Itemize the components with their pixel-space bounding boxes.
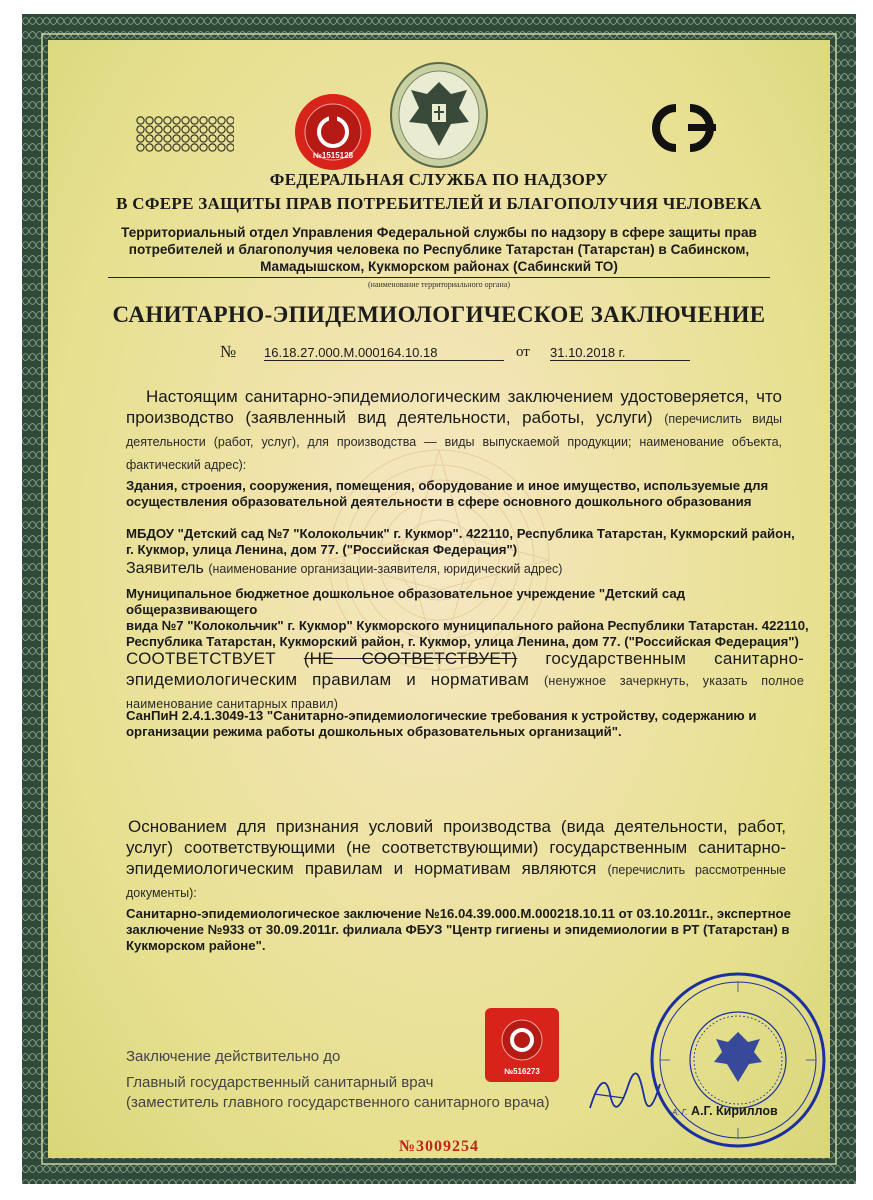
hologram-top-number: №1515128 <box>312 151 354 160</box>
office-line: потребителей и благополучия человека по Республике Татарстан (Татарстан) в Сабинском, <box>128 242 750 257</box>
paper-area <box>48 40 830 1158</box>
certificate-date: 31.10.2018 г. <box>550 345 690 361</box>
sanitary-logo <box>646 100 728 156</box>
signatory-title-deputy: (заместитель главного государственного санитарного врача) <box>126 1094 550 1111</box>
applicant-caption: (наименование организации-заявителя, юридический адрес) <box>208 562 563 576</box>
document-line: заключение №933 от 30.09.2011г. филиала ФБУЗ "Центр гигиены и эпидемиологии в РТ (Татарстан) в <box>126 922 790 937</box>
territorial-office <box>108 224 770 275</box>
grounds-caption: (перечислить рассмотренные документы): <box>126 863 787 900</box>
applicant-line: Республика Татарстан, Кукморский район, г. Кукмор, улица Ленина, дом 77. ("Российская Федерация") <box>126 634 799 649</box>
activity-line: Здания, строения, сооружения, помещения, оборудование и иное имущество, используемые для <box>126 478 769 493</box>
intro-text: Настоящим санитарно-эпидемиологическим заключением удостоверяется, что производство (заявленный вид деятельности, работы, услуги) <box>126 387 782 427</box>
validity-label: Заключение действительно до <box>126 1048 341 1065</box>
signer-initials-handwritten: А. Г. <box>672 1108 688 1117</box>
grounds-documents <box>126 906 816 954</box>
number-label: № <box>220 342 237 361</box>
office-underline <box>108 277 770 278</box>
applicant-line: Муниципальное бюджетное дошкольное образовательное учреждение "Детский сад общеразвивающего <box>126 586 686 617</box>
office-caption: (наименование территориального органа) <box>368 280 510 289</box>
object-line: г. Кукмор, улица Ленина, дом 77. ("Российская Федерация") <box>126 542 518 557</box>
document-line: Кукморском районе". <box>126 938 266 953</box>
hologram-sticker-bottom <box>483 1006 561 1084</box>
intro-caption: (перечислить виды деятельности (работ, услуг), для производства — виды выпускаемой продукции; наименование объекта, фактический адрес): <box>126 412 782 472</box>
hologram-bottom-number: №516273 <box>504 1067 540 1076</box>
eagle-emblem <box>389 60 489 170</box>
applicant-line: вида №7 "Колокольчик" г. Кукмор" Кукморского муниципального района Республики Татарстан. 422110, <box>126 618 809 633</box>
document-line: Санитарно-эпидемиологическое заключение №16.04.39.000.М.000218.10.11 от 03.10.2011г., экспертное <box>126 906 791 921</box>
compliance-caption: (ненужное зачеркнуть, указать полное наименование санитарных правил) <box>126 674 804 711</box>
grounds-text: Основанием для признания условий производства (вида деятельности, работ, услуг) соответствующими (не соответствующими) государственным санитарно-эпидемиологическим правилам и нормативам являются <box>126 817 786 878</box>
serial-number: №3009254 <box>398 1138 480 1155</box>
rules-line: организации режима работы дошкольных образовательных организаций". <box>126 724 622 739</box>
document-title: САНИТАРНО-ЭПИДЕМИОЛОГИЧЕСКОЕ ЗАКЛЮЧЕНИЕ <box>112 302 766 327</box>
from-label: от <box>516 344 530 360</box>
signatory-title: Главный государственный санитарный врач <box>126 1074 434 1091</box>
compliance-text: государственным санитарно-эпидемиологическим правилам и нормативам <box>126 649 804 689</box>
office-line: Территориальный отдел Управления Федеральной службы по надзору в сфере защиты прав <box>121 225 757 240</box>
grounds-paragraph <box>126 816 786 904</box>
hologram-sticker-top <box>293 92 373 172</box>
sanitary-rules <box>126 708 806 740</box>
certificate-number: 16.18.27.000.М.000164.10.18 <box>264 345 504 361</box>
compliance-paragraph <box>126 648 804 715</box>
ornament-block <box>136 116 234 152</box>
object-address <box>126 526 806 558</box>
certificate-sheet <box>22 14 856 1184</box>
official-seal <box>648 970 828 1150</box>
not-complies-word: (НЕ СООТВЕТСТВУЕТ) <box>303 649 518 668</box>
signer-name: А.Г. Кириллов <box>691 1104 778 1118</box>
rules-line: СанПиН 2.4.1.3049-13 "Санитарно-эпидемиологические требования к устройству, содержанию и <box>126 708 757 723</box>
complies-word: СООТВЕТСТВУЕТ <box>126 649 276 668</box>
header-line-1: ФЕДЕРАЛЬНАЯ СЛУЖБА ПО НАДЗОРУ <box>269 170 609 189</box>
intro-paragraph <box>126 386 782 510</box>
header-line-2: В СФЕРЕ ЗАЩИТЫ ПРАВ ПОТРЕБИТЕЛЕЙ И БЛАГОПОЛУЧИЯ ЧЕЛОВЕКА <box>116 194 762 213</box>
number-row <box>220 342 720 364</box>
activity-line: осуществления образовательной деятельности в сфере основного дошкольного образования <box>126 494 752 509</box>
office-line: Мамадышском, Кукморском районах (Сабинский ТО) <box>260 259 618 274</box>
object-line: МБДОУ "Детский сад №7 "Колокольчик" г. Кукмор". 422110, Республика Татарстан, Кукморский район, <box>126 526 795 541</box>
applicant-caption-row <box>126 560 806 578</box>
applicant-details <box>126 586 816 650</box>
signer-block <box>672 1104 778 1118</box>
applicant-label: Заявитель <box>126 560 204 577</box>
